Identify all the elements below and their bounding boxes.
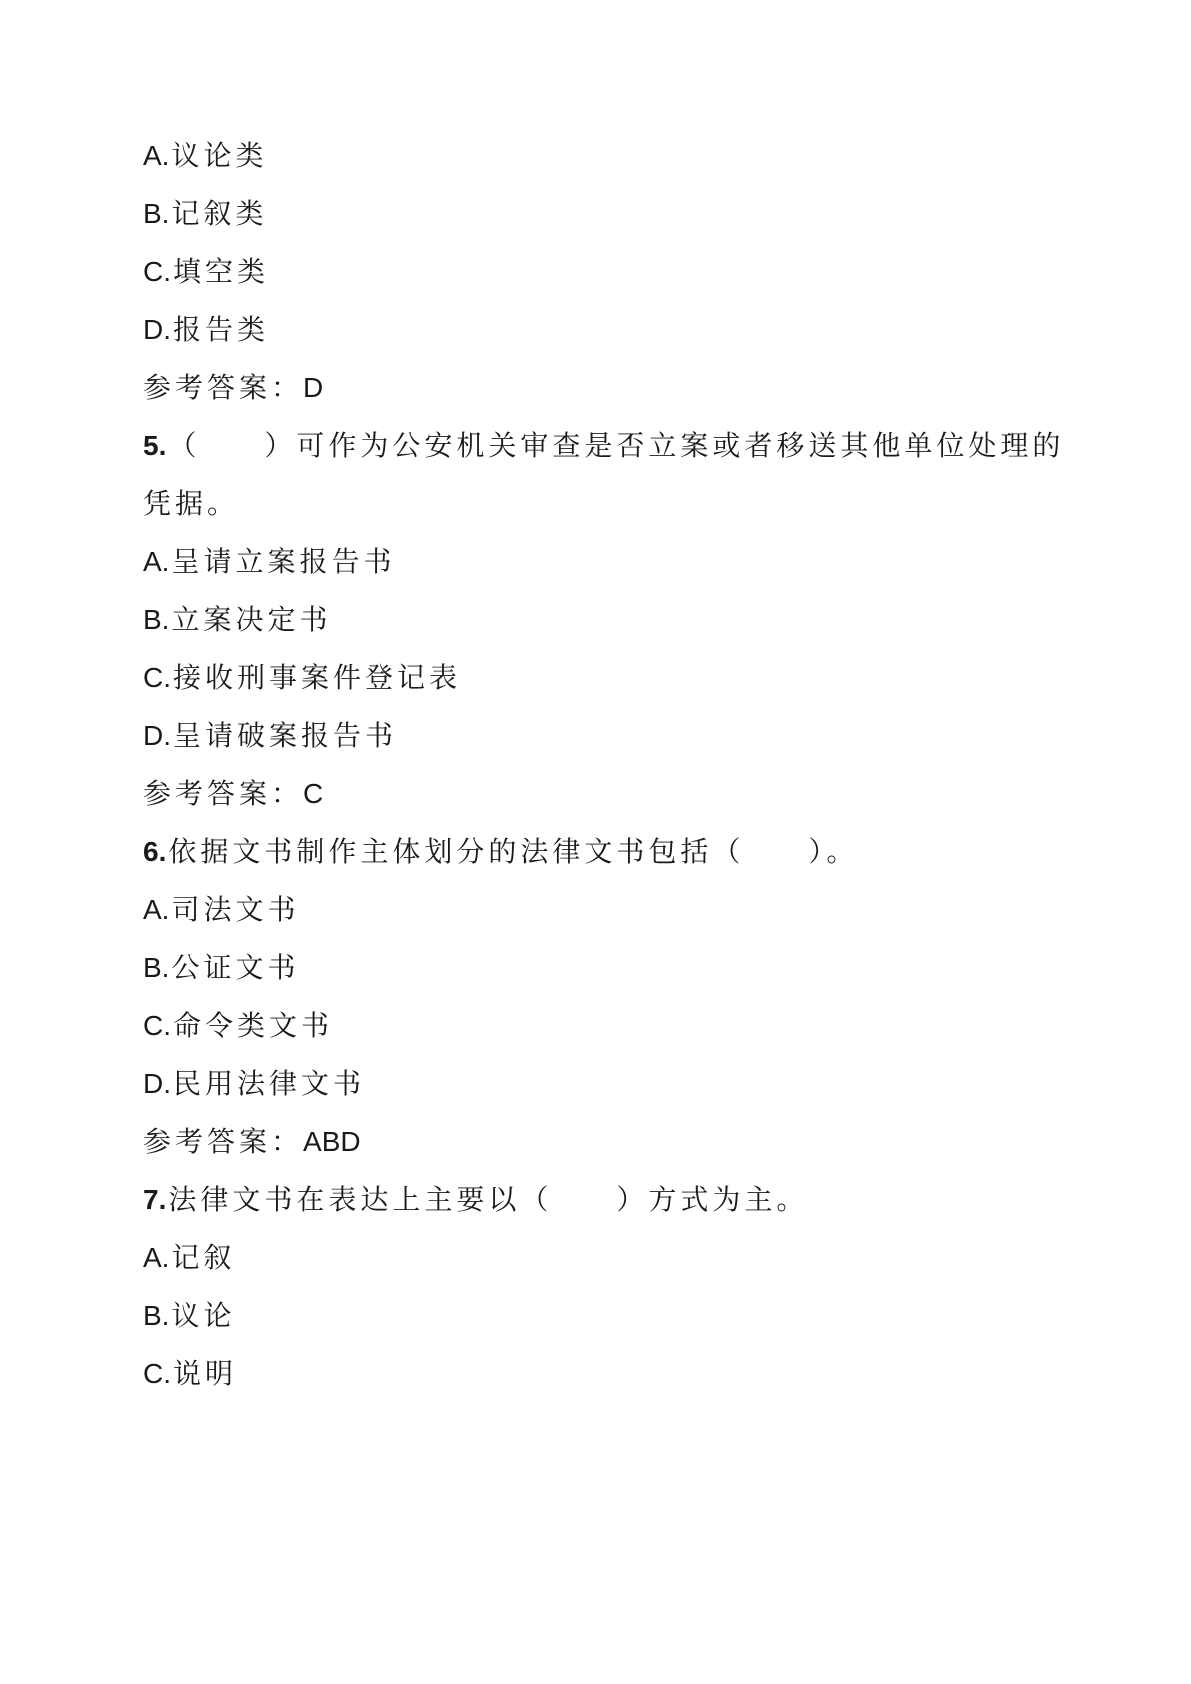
option-letter: C. (143, 662, 171, 693)
option-text: 立案决定书 (171, 603, 332, 636)
option-letter: B. (143, 952, 170, 983)
q6-option-d (143, 1064, 1063, 1104)
option-text: 说明 (173, 1357, 238, 1390)
q7-option-c (143, 1354, 1063, 1394)
option-text: 记叙 (171, 1241, 236, 1274)
q4-option-c (143, 252, 1063, 292)
q7-option-b (143, 1296, 1063, 1336)
q5-option-a (143, 542, 1063, 582)
q5-stem-continued (143, 484, 1063, 524)
option-letter: D. (143, 314, 171, 345)
q5-option-c (143, 658, 1063, 698)
answer-value: C (303, 778, 324, 809)
option-text: 记叙类 (171, 197, 268, 230)
q5-stem (143, 426, 1063, 466)
q7-option-a (143, 1238, 1063, 1278)
option-text: 命令类文书 (173, 1009, 334, 1042)
option-letter: A. (143, 140, 170, 171)
q4-option-a (143, 136, 1063, 176)
option-letter: C. (143, 1010, 171, 1041)
option-letter: A. (143, 546, 170, 577)
question-number: 6. (143, 836, 167, 867)
question-text: 凭据。 (143, 487, 240, 520)
q6-option-a (143, 890, 1063, 930)
q4-option-b (143, 194, 1063, 234)
q5-option-b (143, 600, 1063, 640)
option-letter: B. (143, 1300, 170, 1331)
option-text: 接收刑事案件登记表 (173, 661, 462, 694)
answer-label: 参考答案： (143, 1125, 304, 1158)
answer-label: 参考答案： (143, 777, 304, 810)
option-letter: C. (143, 1358, 171, 1389)
option-text: 填空类 (173, 255, 270, 288)
question-text: 依据文书制作主体划分的法律文书包括（ ）。 (168, 835, 859, 868)
option-text: 呈请立案报告书 (171, 545, 396, 578)
q6-option-b (143, 948, 1063, 988)
option-text: 民用法律文书 (173, 1067, 366, 1100)
q4-answer (143, 368, 1063, 408)
option-letter: D. (143, 720, 171, 751)
q4-option-d (143, 310, 1063, 350)
option-text: 呈请破案报告书 (173, 719, 398, 752)
question-number: 7. (143, 1184, 167, 1215)
q6-option-c (143, 1006, 1063, 1046)
option-text: 议论类 (171, 139, 268, 172)
option-letter: B. (143, 604, 170, 635)
q7-stem (143, 1180, 1063, 1220)
option-text: 报告类 (173, 313, 270, 346)
option-letter: B. (143, 198, 170, 229)
q5-option-d (143, 716, 1063, 756)
option-letter: A. (143, 1242, 170, 1273)
option-text: 司法文书 (171, 893, 300, 926)
answer-value: D (303, 372, 324, 403)
option-text: 议论 (171, 1299, 236, 1332)
option-letter: A. (143, 894, 170, 925)
answer-value: ABD (303, 1126, 361, 1157)
q5-answer (143, 774, 1063, 814)
option-letter: C. (143, 256, 171, 287)
question-text: （ ）可作为公安机关审查是否立案或者移送其他单位处理的 (168, 429, 1065, 462)
question-number: 5. (143, 430, 167, 461)
option-letter: D. (143, 1068, 171, 1099)
answer-label: 参考答案： (143, 371, 304, 404)
question-text: 法律文书在表达上主要以（ ）方式为主。 (168, 1183, 809, 1216)
q6-answer (143, 1122, 1063, 1162)
option-text: 公证文书 (171, 951, 300, 984)
q6-stem (143, 832, 1063, 872)
